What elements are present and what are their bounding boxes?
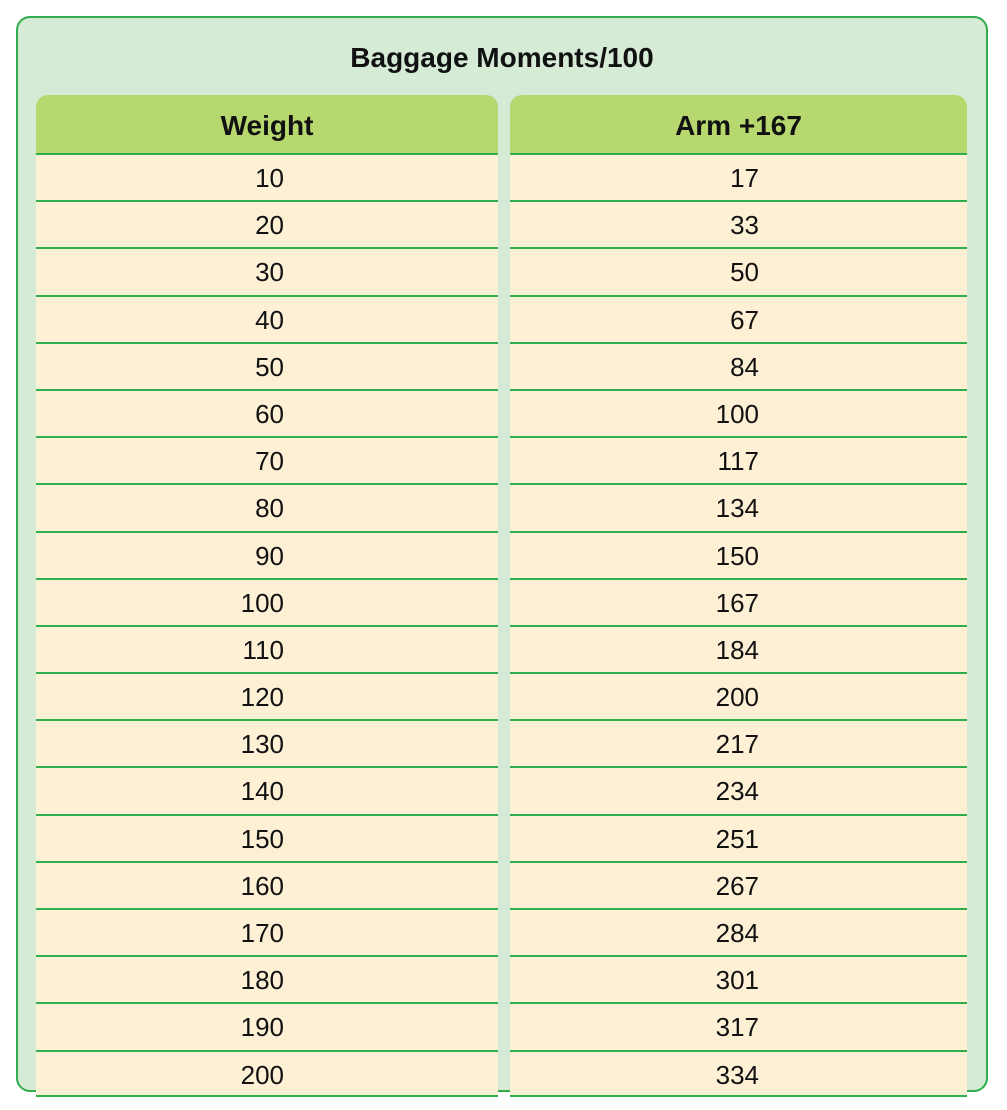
table-row-moment: 267 [510,861,967,908]
weight-column-rows [36,153,498,1097]
table-row-moment: 334 [510,1050,967,1097]
table-row-moment: 234 [510,766,967,813]
weight-column-header: Weight [36,95,498,153]
table-row-moment: 84 [510,342,967,389]
table-row-weight: 110 [36,625,498,672]
table-row-weight: 10 [36,153,498,200]
table-row-moment: 167 [510,578,967,625]
table-row-moment: 184 [510,625,967,672]
arm-column [510,95,967,1097]
table-row-moment: 17 [510,153,967,200]
baggage-moments-table [16,16,988,1092]
table-row-moment: 100 [510,389,967,436]
table-row-weight: 90 [36,531,498,578]
table-row-moment: 67 [510,295,967,342]
table-row-weight: 70 [36,436,498,483]
table-row-weight: 170 [36,908,498,955]
arm-column-rows [510,153,967,1097]
table-row-moment: 117 [510,436,967,483]
table-row-moment: 33 [510,200,967,247]
table-row-moment: 50 [510,247,967,294]
weight-column [36,95,498,1097]
table-row-weight: 120 [36,672,498,719]
table-row-moment: 150 [510,531,967,578]
table-row-moment: 317 [510,1002,967,1049]
table-row-moment: 200 [510,672,967,719]
table-title: Baggage Moments/100 [350,42,654,73]
table-row-moment: 217 [510,719,967,766]
table-row-weight: 150 [36,814,498,861]
table-row-moment: 251 [510,814,967,861]
table-row-weight: 50 [36,342,498,389]
table-row-moment: 134 [510,483,967,530]
table-row-weight: 20 [36,200,498,247]
table-row-weight: 180 [36,955,498,1002]
table-row-weight: 190 [36,1002,498,1049]
arm-column-header: Arm +167 [510,95,967,153]
table-row-weight: 140 [36,766,498,813]
table-row-moment: 301 [510,955,967,1002]
table-row-weight: 80 [36,483,498,530]
table-row-weight: 40 [36,295,498,342]
table-row-weight: 130 [36,719,498,766]
table-row-weight: 60 [36,389,498,436]
table-row-moment: 284 [510,908,967,955]
table-row-weight: 200 [36,1050,498,1097]
table-row-weight: 100 [36,578,498,625]
table-row-weight: 160 [36,861,498,908]
table-row-weight: 30 [36,247,498,294]
